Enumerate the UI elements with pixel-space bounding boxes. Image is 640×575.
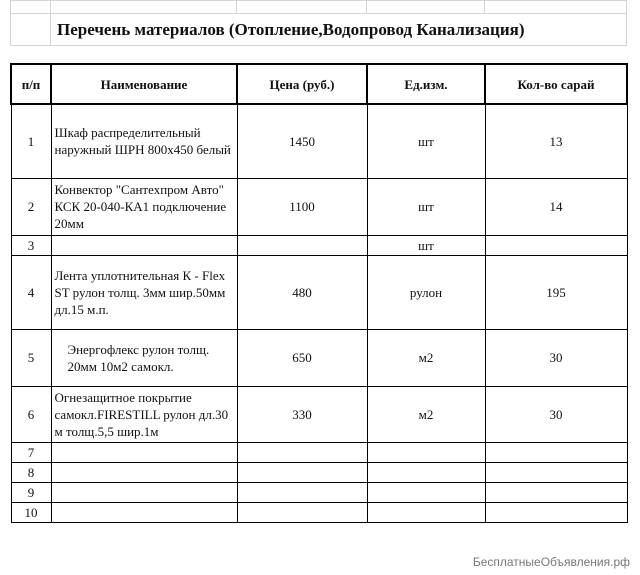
row-unit: м2 xyxy=(367,386,485,442)
row-price: 330 xyxy=(237,386,367,442)
table-row xyxy=(11,178,627,235)
row-price: 1450 xyxy=(237,104,367,178)
table-row xyxy=(11,386,627,442)
row-unit xyxy=(367,482,485,502)
grid-cell xyxy=(11,14,51,46)
row-name: Конвектор "Сантехпром Авто" КСК 20-040-КА1 подключение 20мм xyxy=(51,178,237,235)
row-price: 650 xyxy=(237,329,367,386)
row-num: 3 xyxy=(11,235,51,255)
row-name xyxy=(51,235,237,255)
row-unit: шт xyxy=(367,178,485,235)
row-num: 9 xyxy=(11,482,51,502)
watermark: БесплатныеОбъявления.рф xyxy=(472,555,630,569)
grid-cell xyxy=(11,1,51,14)
table-row xyxy=(11,502,627,522)
row-price: 1100 xyxy=(237,178,367,235)
row-qty: 30 xyxy=(485,386,627,442)
row-num: 1 xyxy=(11,104,51,178)
row-qty xyxy=(485,462,627,482)
row-unit: шт xyxy=(367,104,485,178)
row-qty: 195 xyxy=(485,255,627,329)
row-qty xyxy=(485,482,627,502)
row-name xyxy=(51,482,237,502)
header-price: Цена (руб.) xyxy=(237,64,367,104)
row-name xyxy=(51,502,237,522)
row-price xyxy=(237,442,367,462)
row-qty: 30 xyxy=(485,329,627,386)
table-row xyxy=(11,482,627,502)
header-num: п/п xyxy=(11,64,51,104)
row-unit xyxy=(367,442,485,462)
table-row xyxy=(11,329,627,386)
grid-cell xyxy=(237,1,367,14)
header-row xyxy=(11,64,627,104)
grid-cell xyxy=(367,1,485,14)
row-num: 10 xyxy=(11,502,51,522)
row-name: Шкаф распределительный наружный ШРН 800х450 белый xyxy=(51,104,237,178)
table-row xyxy=(11,104,627,178)
row-name xyxy=(51,442,237,462)
table-row xyxy=(11,235,627,255)
row-price xyxy=(237,462,367,482)
table-row xyxy=(11,462,627,482)
row-qty xyxy=(485,235,627,255)
grid-cell xyxy=(485,1,627,14)
row-num: 8 xyxy=(11,462,51,482)
row-name xyxy=(51,462,237,482)
row-num: 4 xyxy=(11,255,51,329)
row-qty: 14 xyxy=(485,178,627,235)
row-qty: 13 xyxy=(485,104,627,178)
row-name: Лента уплотнительная К - Flex ST рулон толщ. 3мм шир.50мм дл.15 м.п. xyxy=(51,255,237,329)
row-unit xyxy=(367,462,485,482)
grid-cell xyxy=(51,1,237,14)
row-num: 6 xyxy=(11,386,51,442)
header-qty: Кол-во сарай xyxy=(485,64,627,104)
row-name: Энергофлекс рулон толщ. 20мм 10м2 самокл. xyxy=(51,329,237,386)
row-num: 7 xyxy=(11,442,51,462)
row-price xyxy=(237,482,367,502)
document-title: Перечень материалов (Отопление,Водопровод Канализация) xyxy=(51,14,627,46)
row-qty xyxy=(485,442,627,462)
row-price xyxy=(237,502,367,522)
row-unit: м2 xyxy=(367,329,485,386)
row-unit: рулон xyxy=(367,255,485,329)
row-num: 2 xyxy=(11,178,51,235)
header-name: Наименование xyxy=(51,64,237,104)
title-strip xyxy=(10,0,626,46)
row-num: 5 xyxy=(11,329,51,386)
header-unit: Ед.изм. xyxy=(367,64,485,104)
row-price xyxy=(237,235,367,255)
table-row xyxy=(11,255,627,329)
row-unit: шт xyxy=(367,235,485,255)
row-qty xyxy=(485,502,627,522)
table-row xyxy=(11,442,627,462)
materials-table xyxy=(10,63,628,523)
row-price: 480 xyxy=(237,255,367,329)
row-unit xyxy=(367,502,485,522)
row-name: Огнезащитное покрытие самокл.FIRESTILL рулон дл.30 м толщ.5,5 шир.1м xyxy=(51,386,237,442)
